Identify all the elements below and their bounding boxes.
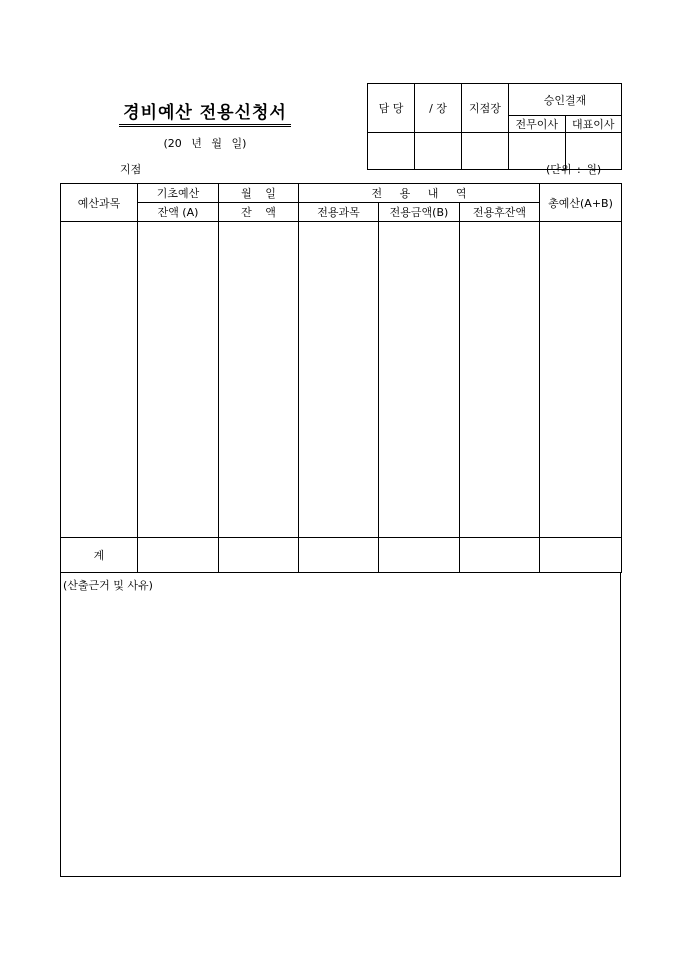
title-block bbox=[100, 98, 310, 151]
unit-label: (단위 : 원) bbox=[546, 163, 602, 176]
data-cell[interactable] bbox=[219, 222, 299, 538]
data-cell[interactable] bbox=[138, 222, 219, 538]
data-cell[interactable] bbox=[379, 222, 460, 538]
data-cell[interactable] bbox=[299, 222, 379, 538]
data-cell[interactable] bbox=[61, 222, 138, 538]
total-cell[interactable] bbox=[299, 538, 379, 573]
approval-sub-header-executive-director: 전무이사 bbox=[509, 116, 566, 133]
data-cell[interactable] bbox=[540, 222, 622, 538]
total-cell[interactable] bbox=[540, 538, 622, 573]
header-total-budget: 총예산(A+B) bbox=[540, 184, 622, 222]
total-cell[interactable] bbox=[379, 538, 460, 573]
reason-label: (산출근거 및 사유) bbox=[63, 579, 153, 592]
approval-header-chief: / 장 bbox=[415, 84, 462, 133]
header-after-balance: 전용후잔액 bbox=[460, 203, 540, 222]
document-date-line: (20 년 월 일) bbox=[163, 137, 247, 150]
total-cell[interactable] bbox=[138, 538, 219, 573]
header-base-balance: 잔액 (A) bbox=[138, 203, 219, 222]
data-cell[interactable] bbox=[460, 222, 540, 538]
approval-signature-cell[interactable] bbox=[368, 133, 415, 170]
header-base-budget: 기초예산 bbox=[138, 184, 219, 203]
total-row-label: 계 bbox=[61, 538, 138, 573]
header-budget-item: 예산과목 bbox=[61, 184, 138, 222]
header-transfer-details: 전 용 내 역 bbox=[299, 184, 540, 203]
document-title: 경비예산 전용신청서 bbox=[119, 98, 291, 127]
approval-header-branch-manager: 지점장 bbox=[462, 84, 509, 133]
budget-transfer-table bbox=[60, 183, 622, 573]
header-transfer-item: 전용과목 bbox=[299, 203, 379, 222]
reason-box[interactable] bbox=[60, 572, 621, 877]
approval-signature-cell[interactable] bbox=[462, 133, 509, 170]
approval-group-header: 승인결재 bbox=[509, 84, 622, 116]
approval-sub-header-ceo: 대표이사 bbox=[565, 116, 622, 133]
approval-signature-cell[interactable] bbox=[415, 133, 462, 170]
approval-box bbox=[367, 83, 622, 170]
approval-header-staff: 담 당 bbox=[368, 84, 415, 133]
header-balance: 잔 액 bbox=[219, 203, 299, 222]
header-month-day: 월 일 bbox=[219, 184, 299, 203]
total-cell[interactable] bbox=[219, 538, 299, 573]
branch-label: 지점 bbox=[120, 163, 142, 176]
header-transfer-amount: 전용금액(B) bbox=[379, 203, 460, 222]
total-cell[interactable] bbox=[460, 538, 540, 573]
